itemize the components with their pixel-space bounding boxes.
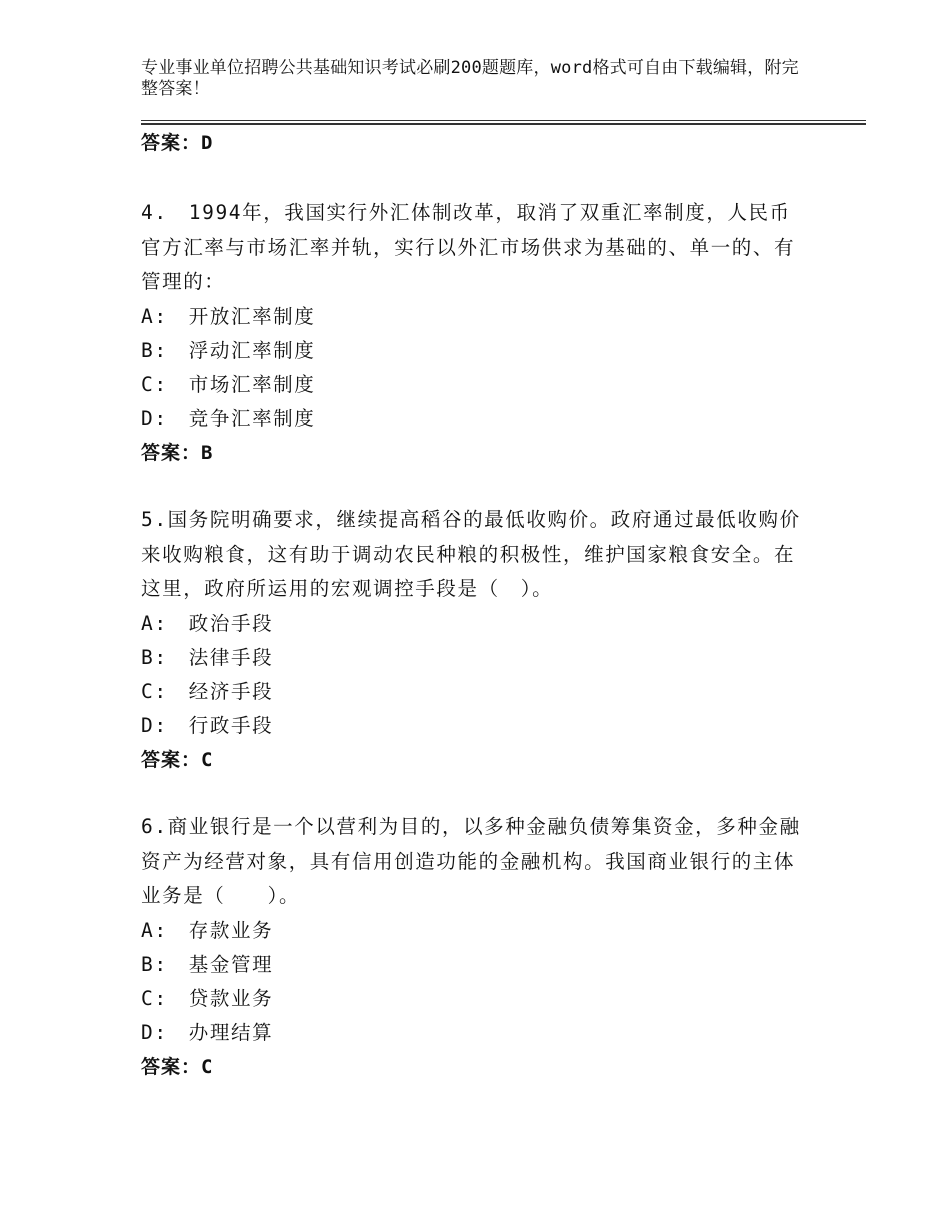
page-header: 专业事业单位招聘公共基础知识考试必刷200题题库，word格式可自由下载编辑，附完整答案！: [141, 58, 799, 99]
header-divider: [141, 120, 866, 125]
option-c: C: 经济手段: [141, 679, 274, 703]
question-4: [141, 196, 801, 470]
option-a: A: 开放汇率制度: [141, 304, 316, 328]
option-d: D: 竞争汇率制度: [141, 407, 316, 431]
option-c: C: 市场汇率制度: [141, 372, 316, 396]
option-a: A: 政治手段: [141, 611, 274, 635]
option-d: D: 办理结算: [141, 1021, 274, 1045]
option-b: B: 法律手段: [141, 645, 274, 669]
question-answer: 答案：B: [141, 442, 214, 465]
question-5: [141, 503, 801, 777]
option-b: B: 浮动汇率制度: [141, 338, 316, 362]
question-stem: 5.国务院明确要求，继续提高稻谷的最低收购价。政府通过最低收购价来收购粮食，这有助于调动农民种粮的积极性，维护国家粮食安全。在这里，政府所运用的宏观调控手段是（ ）。: [141, 508, 801, 600]
option-d: D: 行政手段: [141, 714, 274, 738]
option-c: C: 贷款业务: [141, 986, 274, 1010]
question-answer: 答案：C: [141, 1056, 214, 1079]
option-a: A: 存款业务: [141, 918, 274, 942]
question-stem: 6.商业银行是一个以营利为目的，以多种金融负债筹集资金，多种金融资产为经营对象，具有信用创造功能的金融机构。我国商业银行的主体业务是（ ）。: [141, 815, 801, 907]
option-b: B: 基金管理: [141, 952, 274, 976]
previous-question-answer: 答案：D: [141, 132, 214, 154]
question-6: [141, 810, 801, 1084]
question-answer: 答案：C: [141, 749, 214, 772]
question-stem: 4. 1994年，我国实行外汇体制改革，取消了双重汇率制度，人民币官方汇率与市场汇率并轨，实行以外汇市场供求为基础的、单一的、有管理的：: [141, 201, 796, 293]
